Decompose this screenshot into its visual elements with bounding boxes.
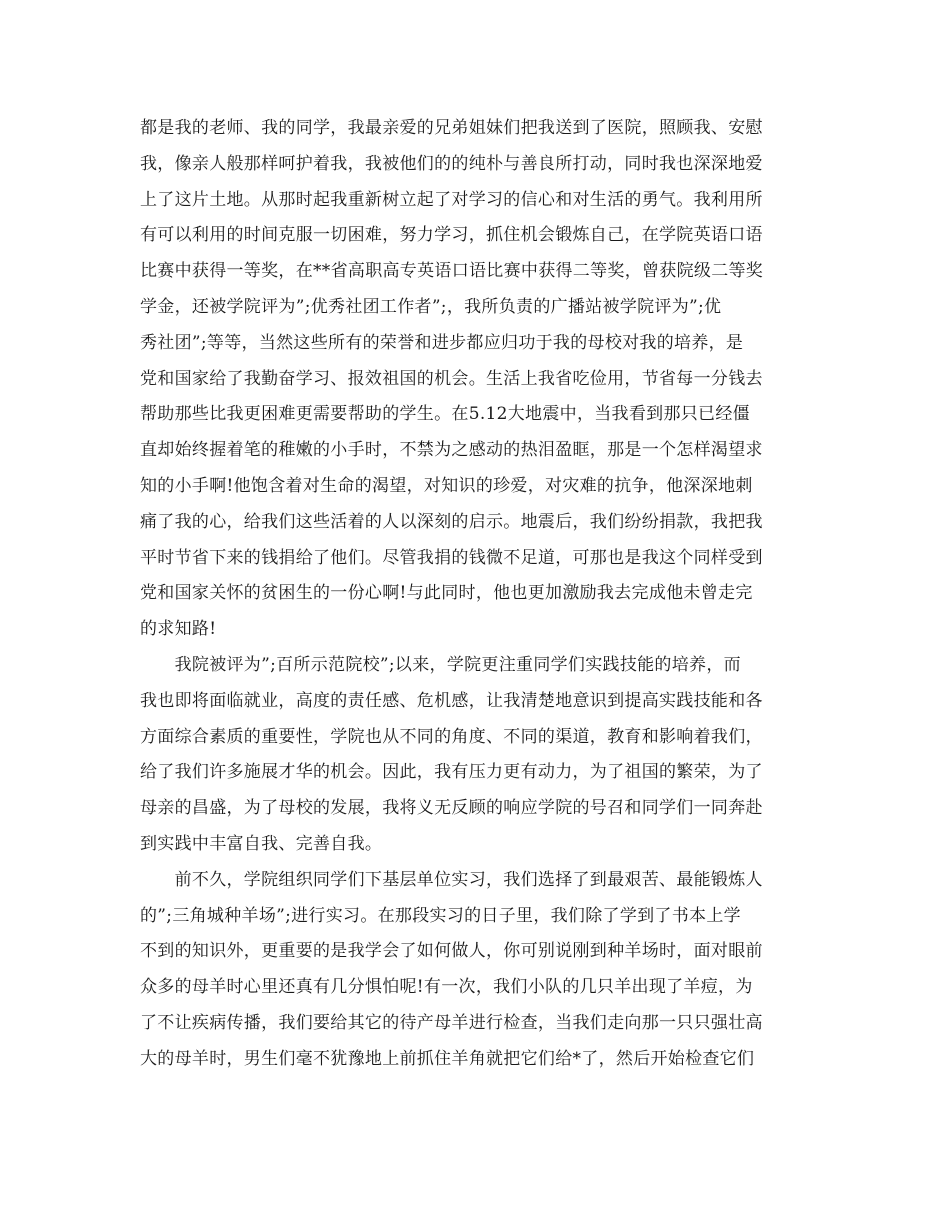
text-line: 秀社团”;等等，当然这些所有的荣誉和进步都应归功于我的母校对我的培养，是 xyxy=(140,332,744,353)
text-line: 前不久，学院组织同学们下基层单位实习，我们选择了到最艰苦、最能锻炼人 xyxy=(140,869,763,890)
text-line: 党和国家给了我勤奋学习、报效祖国的机会。生活上我省吃俭用，节省每一分钱去 xyxy=(140,368,763,389)
text-line: 我也即将面临就业，高度的责任感、危机感，让我清楚地意识到提高实践技能和各 xyxy=(140,690,763,711)
text-line: 党和国家关怀的贫困生的一份心啊!与此同时，他也更加激励我去完成他未曾走完 xyxy=(140,583,753,604)
text-line: 痛了我的心，给我们这些活着的人以深刻的启示。地震后，我们纷纷捐款，我把我 xyxy=(140,511,763,532)
text-line: 方面综合素质的重要性，学院也从不同的角度、不同的渠道，教育和影响着我们， xyxy=(140,726,763,747)
text-line: 不到的知识外，更重要的是我学会了如何做人，你可别说刚到种羊场时，面对眼前 xyxy=(140,941,763,962)
text-line: 知的小手啊!他饱含着对生命的渴望，对知识的珍爱，对灾难的抗争，他深深地刺 xyxy=(140,475,753,496)
text-line: 我，像亲人般那样呵护着我，我被他们的的纯朴与善良所打动，同时我也深深地爱 xyxy=(140,153,763,174)
text-line: 上了这片土地。从那时起我重新树立起了对学习的信心和对生活的勇气。我利用所 xyxy=(140,189,763,210)
document-body xyxy=(140,111,816,1078)
text-line: 了不让疾病传播，我们要给其它的待产母羊进行检查，当我们走向那一只只强壮高 xyxy=(140,1012,763,1033)
text-line: 我院被评为”;百所示范院校”;以来，学院更注重同学们实践技能的培养，而 xyxy=(140,654,741,675)
text-line: 有可以利用的时间克服一切困难，努力学习，抓住机会锻炼自己，在学院英语口语 xyxy=(140,225,763,246)
text-line: 到实践中丰富自我、完善自我。 xyxy=(140,833,383,854)
text-line: 平时节省下来的钱捐给了他们。尽管我捐的钱微不足道，可那也是我这个同样受到 xyxy=(140,547,763,568)
text-line: 的”;三角城种羊场”;进行实习。在那段实习的日子里，我们除了学到了书本上学 xyxy=(140,905,741,926)
text-line: 给了我们许多施展才华的机会。因此，我有压力更有动力，为了祖国的繁荣，为了 xyxy=(140,762,763,783)
text-line: 众多的母羊时心里还真有几分惧怕呢!有一次，我们小队的几只羊出现了羊痘，为 xyxy=(140,977,753,998)
text-line: 的求知路! xyxy=(140,619,217,640)
text-line: 直却始终握着笔的稚嫩的小手时，不禁为之感动的热泪盈眶，那是一个怎样渴望求 xyxy=(140,440,763,461)
text-line: 大的母羊时，男生们毫不犹豫地上前抓住羊角就把它们给*了，然后开始检查它们 xyxy=(140,1048,755,1069)
text-line: 比赛中获得一等奖，在**省高职高专英语口语比赛中获得二等奖，曾获院级二等奖 xyxy=(140,261,764,282)
text-line: 母亲的昌盛，为了母校的发展，我将义无反顾的响应学院的号召和同学们一同奔赴 xyxy=(140,798,763,819)
text-line: 帮助那些比我更困难更需要帮助的学生。在5.12大地震中，当我看到那只已经僵 xyxy=(140,404,750,425)
text-line: 学金，还被学院评为”;优秀社团工作者”;，我所负责的广播站被学院评为”;优 xyxy=(140,296,722,317)
text-line: 都是我的老师、我的同学，我最亲爱的兄弟姐妹们把我送到了医院，照顾我、安慰 xyxy=(140,118,763,138)
